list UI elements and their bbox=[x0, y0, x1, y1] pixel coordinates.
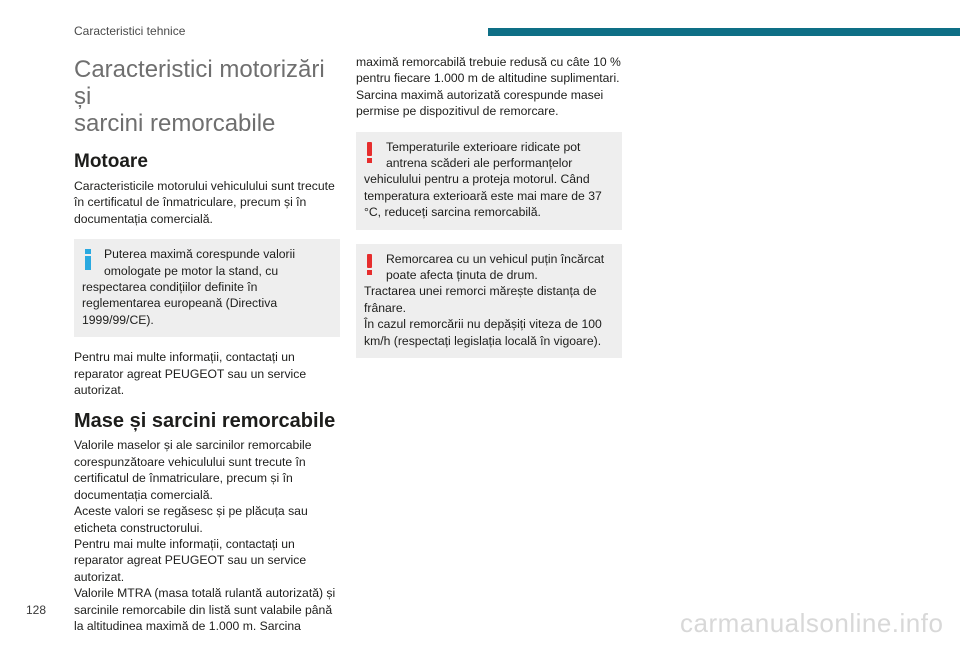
warning2-rest2: În cazul remorcării nu depășiți viteza de 100 km/h (respectați legislația locală în vigoare). bbox=[364, 317, 602, 348]
info-icon bbox=[84, 249, 92, 269]
section-title-line2: sarcini remorcabile bbox=[74, 110, 276, 137]
masa-text: Sarcina maximă autorizată corespunde masei permise pe dispozitivul de remorcare. bbox=[356, 87, 604, 119]
warning1-rest: vehiculului pentru a proteja motorul. Când temperatura exterioară este mai mare de 37 °C, reduceți sarcina remorcabilă. bbox=[364, 172, 602, 220]
header-accent-bar bbox=[488, 28, 960, 36]
warning-box-towing bbox=[356, 244, 622, 358]
info-note-first: Puterea maximă corespunde valorii omologate pe motor la stand, cu bbox=[104, 247, 296, 278]
contact-text: Pentru mai multe informații, contactați un reparator agreat PEUGEOT sau un service autorizat. bbox=[74, 350, 307, 398]
section-title bbox=[74, 56, 340, 137]
info-note-rest: respectarea condițiilor definite în reglementarea europeană (Directiva 1999/99/CE). bbox=[82, 280, 278, 327]
page-number: 128 bbox=[26, 603, 47, 617]
warning1-first: Temperaturile exterioare ridicate pot antrena scăderi ale performanțelor bbox=[386, 139, 581, 171]
warning2-rest1: Tractarea unei remorci mărește distanța de frânare. bbox=[364, 284, 597, 315]
warning-icon bbox=[366, 254, 374, 274]
mase-paragraph-1: Valorile maselor și ale sarcinilor remorcabile corespunzătoare vehiculului sunt trecute în certificatul de înmatriculare, precum și în documentația comercială. bbox=[74, 438, 312, 502]
info-note-box bbox=[74, 239, 340, 337]
motoare-heading: Motoare bbox=[74, 151, 148, 172]
mase-heading: Mase și sarcini remorcabile bbox=[74, 410, 336, 433]
right-column bbox=[356, 54, 622, 370]
watermark: carmanualsonline.info bbox=[680, 608, 944, 638]
chapter-title: Caracteristici tehnice bbox=[74, 24, 186, 38]
continued-text: maximă remorcabilă trebuie redusă cu câte 10 % pentru fiecare 1.000 m de altitudine suplimentari. bbox=[356, 55, 621, 86]
mase-paragraph-4: Valorile MTRA (masa totală rulantă autorizată) și sarcinile remorcabile din listă sunt valabile până la altitudinea maximă de 1.000 m. Sarcina bbox=[74, 586, 336, 633]
mase-paragraph-3: Pentru mai multe informații, contactați un reparator agreat PEUGEOT sau un service autorizat. bbox=[74, 536, 307, 584]
warning-icon bbox=[366, 142, 374, 162]
left-column bbox=[74, 56, 340, 646]
warning-box-temperature bbox=[356, 132, 622, 230]
mase-paragraph-2: Aceste valori se regăsesc și pe plăcuța sau eticheta constructorului. bbox=[74, 504, 308, 535]
motoare-text: Caracteristicile motorului vehiculului sunt trecute în certificatul de înmatriculare, precum și în documentația comercială. bbox=[74, 179, 335, 226]
section-title-line1: Caracteristici motorizări și bbox=[74, 56, 325, 110]
warning2-first: Remorcarea cu un vehicul puțin încărcat poate afecta ținuta de drum. bbox=[386, 251, 605, 283]
